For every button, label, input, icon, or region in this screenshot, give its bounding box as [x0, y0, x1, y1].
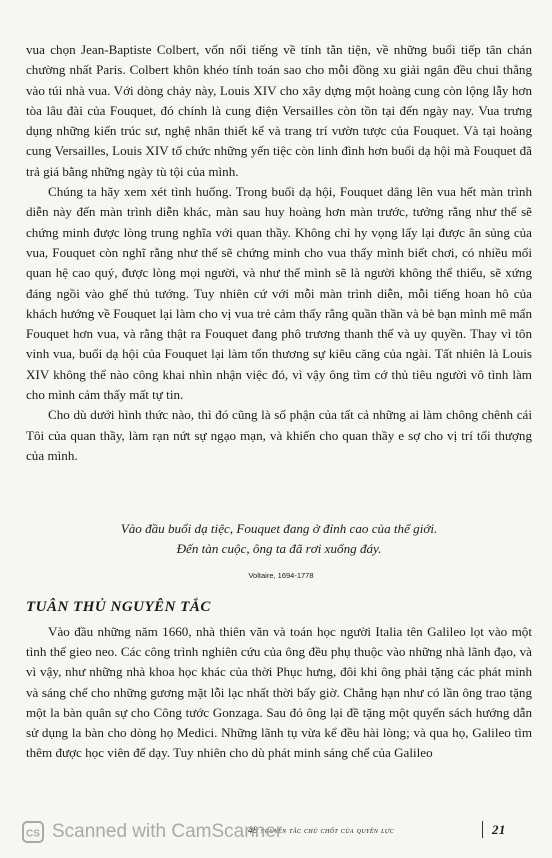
watermark-text: Scanned with CamScanner [52, 821, 283, 842]
quote-line-2: Đến tàn cuộc, ông ta đã rơi xuống đáy. [176, 541, 382, 556]
epigraph-quote [26, 519, 532, 586]
scanner-watermark [22, 818, 282, 846]
running-title: 48 nguyên tắc chủ chốt của quyền lực [248, 825, 395, 835]
paragraph-situation: Chúng ta hãy xem xét tình huống. Trong buổi dạ hội, Fouquet dâng lên vua hết màn trình diễn này đến màn trình diễn khác, màn sau huy hoàng hơn màn trước, tưởng rằng như thế sẽ chứng minh được lòng trung nghĩa với quan thầy. Không chỉ hy vọng lấy lại được ân sủng của vua, Fouquet còn nghĩ rằng như thế sẽ chứng minh cho vua thấy mình biết chơi, có nhiều mối quan hệ cao quý, được lòng mọi người, và như thế mình sẽ là người không thể thiếu, sẽ xứng đáng ngồi vào ghế thủ tướng. Tuy nhiên cứ với mỗi màn trình diễn, mỗi tiếng hoan hô của khách hướng về Fouquet lại làm cho vị vua trẻ cảm thấy rằng quần thần và bè bạn mình mê mẩn Fouquet hơn vua, và rằng thật ra Fouquet đang phô trương thanh thế và uy quyền. Thay vì tôn vinh vua, buổi dạ hội của Fouquet lại làm tổn thương sự kiêu căng của ngài. Tất nhiên là Louis XIV không thể nào công khai nhìn nhận việc đó, vì vậy ông tìm cớ thủ tiêu người vô tình làm cho mình cảm thấy mất tự tin. [26, 184, 532, 403]
quote-line-1: Vào đầu buổi dạ tiệc, Fouquet đang ở đỉnh cao của thế giới. [120, 521, 438, 536]
svg-text:CS: CS [26, 828, 40, 840]
paragraph-conclusion: Cho dù dưới hình thức nào, thì đó cũng là số phận của tất cả những ai làm chông chênh cái Tôi của quan thầy, làm rạn nứt sự ngạo mạn, và khiến cho quan thầy e sợ cho vị trí tối thượng của mình. [26, 407, 532, 463]
page-footer [240, 820, 530, 842]
body-text [26, 40, 532, 466]
quote-source: Voltaire, 1694-1778 [248, 571, 314, 580]
section-paragraph: Vào đầu những năm 1660, nhà thiên văn và toán học người Italia tên Galileo lọt vào một tình thế gieo neo. Các công trình nghiên cứu của ông đều phụ thuộc vào những nhà lãnh đạo, và vì vậy, như những nhà khoa học khác của thời Phục hưng, đôi khi ông phải tặng các phát minh và sáng chế cho những gương mặt lỗi lạc nhất thời bấy giờ. Chẳng hạn như có lần ông trao tặng một la bàn quân sự cho Công tước Gonzaga. Sau đó ông lại đề tặng một quyển sách hướng dẫn sử dụng la bàn cho dòng họ Medici. Những lãnh tụ vừa kể đều hài lòng; và qua họ, Galileo tìm thêm được học viên để dạy. Tuy nhiên cho dù phát minh sáng chế của Galileo [26, 624, 532, 761]
section-heading: TUÂN THỦ NGUYÊN TẮC [26, 599, 211, 615]
section-body [26, 622, 532, 763]
camscanner-cs-logo-icon [22, 821, 44, 843]
page-number: 21 [492, 822, 506, 837]
paragraph-continuation: vua chọn Jean-Baptiste Colbert, vốn nổi tiếng về tính tằn tiện, về những buổi tiếp tân chán chường nhất Paris. Colbert khôn khéo tính toán sao cho mỗi đồng xu giải ngân đều chui thẳng vào túi nhà vua. Với dòng chảy này, Louis XIV cho xây dựng một hoàng cung còn lộng lẫy hơn tòa lâu đài của Fouquet, đó chính là cung điện Versailles còn tồn tại đến ngày nay. Vua trưng dụng những kiến trúc sư, nghệ nhân thiết kế và trang trí vườn tược của Fouquet. Và tại hoàng cung Versailles, Louis XIV tổ chức những yến tiệc còn linh đình hơn buổi dạ hội mà Fouquet đã trả giá bằng những ngày tù tội của mình. [26, 42, 532, 179]
footer-divider [482, 821, 483, 838]
